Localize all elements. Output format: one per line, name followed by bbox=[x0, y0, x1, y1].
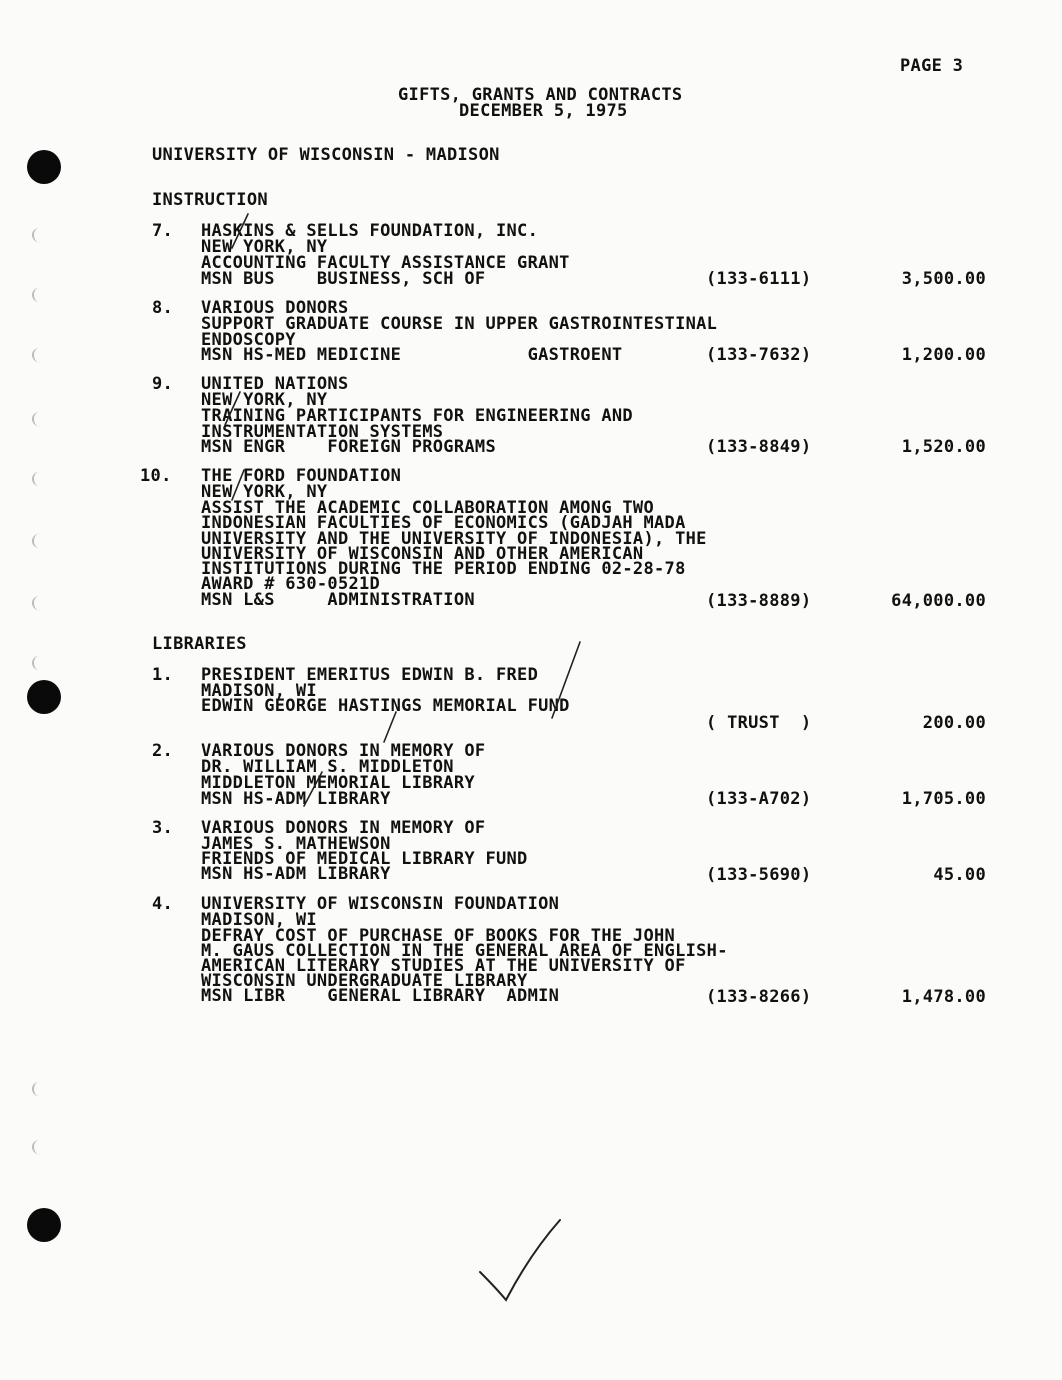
account-code: (133-5690) bbox=[706, 865, 812, 885]
entry-line: MIDDLETON MEMORIAL LIBRARY bbox=[201, 773, 475, 793]
account-code: (133-6111) bbox=[706, 269, 812, 289]
entry-line: MSN L&S ADMINISTRATION bbox=[201, 590, 475, 610]
entry-number: 8. bbox=[152, 298, 174, 318]
entry-line: VARIOUS DONORS bbox=[201, 298, 349, 318]
entry-line: HASKINS & SELLS FOUNDATION, INC. bbox=[201, 221, 539, 241]
amount: 45.00 bbox=[933, 865, 986, 885]
entry-number: 4. bbox=[152, 894, 174, 914]
entry-line: AWARD # 630-0521D bbox=[201, 574, 381, 594]
check-tick bbox=[225, 392, 240, 425]
amount: 64,000.00 bbox=[891, 591, 986, 611]
account-code: (133-8849) bbox=[706, 437, 812, 457]
amount: 1,705.00 bbox=[901, 789, 986, 809]
entry-line: PRESIDENT EMERITUS EDWIN B. FRED bbox=[201, 665, 539, 685]
entry-line: NEW YORK, NY bbox=[201, 482, 328, 502]
entry-line: INSTITUTIONS DURING THE PERIOD ENDING 02-28-78 bbox=[201, 559, 686, 579]
entry-line: DEFRAY COST OF PURCHASE OF BOOKS FOR THE JOHN bbox=[201, 926, 676, 946]
entry-number: 1. bbox=[152, 665, 174, 685]
account-code: (133-7632) bbox=[706, 345, 812, 365]
amount: 3,500.00 bbox=[901, 269, 986, 289]
check-tick bbox=[232, 470, 244, 500]
entry-line: ACCOUNTING FACULTY ASSISTANCE GRANT bbox=[201, 253, 570, 273]
entry-line: ASSIST THE ACADEMIC COLLABORATION AMONG TWO bbox=[201, 498, 654, 518]
entry-number: 2. bbox=[152, 741, 174, 761]
entry-line: MSN HS-ADM LIBRARY bbox=[201, 789, 391, 809]
entry-line: MSN HS-MED MEDICINE GASTROENT bbox=[201, 345, 623, 365]
entry-line: MSN BUS BUSINESS, SCH OF bbox=[201, 269, 486, 289]
entry-line: DR. WILLIAM S. MIDDLETON bbox=[201, 757, 454, 777]
amount: 1,478.00 bbox=[901, 987, 986, 1007]
page-number: PAGE 3 bbox=[900, 56, 964, 76]
amount: 1,520.00 bbox=[901, 437, 986, 457]
entry-line: ENDOSCOPY bbox=[201, 330, 296, 350]
entry-line: M. GAUS COLLECTION IN THE GENERAL AREA OF ENGLISH- bbox=[201, 941, 728, 961]
entry-line: MADISON, WI bbox=[201, 910, 317, 930]
check-tick bbox=[232, 214, 248, 248]
account-code: (133-8889) bbox=[706, 591, 812, 611]
entry-line: AMERICAN LITERARY STUDIES AT THE UNIVERSITY OF bbox=[201, 956, 686, 976]
check-tick bbox=[552, 642, 580, 718]
entry-line: JAMES S. MATHEWSON bbox=[201, 834, 391, 854]
entry-line: EDWIN GEORGE HASTINGS MEMORIAL FUND bbox=[201, 696, 570, 716]
document-date: DECEMBER 5, 1975 bbox=[459, 101, 628, 121]
entry-line: INSTRUMENTATION SYSTEMS bbox=[201, 422, 444, 442]
check-tick bbox=[384, 712, 396, 742]
entry-line: UNIVERSITY OF WISCONSIN FOUNDATION bbox=[201, 894, 560, 914]
entry-line: MSN LIBR GENERAL LIBRARY ADMIN bbox=[201, 986, 560, 1006]
entry-number: 7. bbox=[152, 221, 174, 241]
large-checkmark bbox=[480, 1220, 560, 1300]
entry-line: MSN HS-ADM LIBRARY bbox=[201, 864, 391, 884]
document-title: GIFTS, GRANTS AND CONTRACTS bbox=[398, 85, 683, 105]
entry-line: VARIOUS DONORS IN MEMORY OF bbox=[201, 741, 486, 761]
entry-line: NEW YORK, NY bbox=[201, 390, 328, 410]
entry-line: THE FORD FOUNDATION bbox=[201, 466, 402, 486]
section-heading-libraries: LIBRARIES bbox=[152, 634, 247, 654]
entry-line: MADISON, WI bbox=[201, 681, 317, 701]
entry-line: WISCONSIN UNDERGRADUATE LIBRARY bbox=[201, 971, 528, 991]
entry-number: 3. bbox=[152, 818, 174, 838]
entry-number: 10. bbox=[140, 466, 172, 486]
account-code: (133-8266) bbox=[706, 987, 812, 1007]
entry-line: SUPPORT GRADUATE COURSE IN UPPER GASTROINTESTINAL bbox=[201, 314, 718, 334]
entry-line: FRIENDS OF MEDICAL LIBRARY FUND bbox=[201, 849, 528, 869]
amount: 200.00 bbox=[922, 713, 986, 733]
entry-line: UNIVERSITY AND THE UNIVERSITY OF INDONESIA), THE bbox=[201, 529, 707, 549]
amount: 1,200.00 bbox=[901, 345, 986, 365]
check-tick bbox=[304, 772, 322, 806]
account-code: (133-A702) bbox=[706, 789, 812, 809]
entry-line: TRAINING PARTICIPANTS FOR ENGINEERING AND bbox=[201, 406, 633, 426]
account-code: ( TRUST ) bbox=[706, 713, 812, 733]
institution-name: UNIVERSITY OF WISCONSIN - MADISON bbox=[152, 145, 500, 165]
entry-line: UNITED NATIONS bbox=[201, 374, 349, 394]
entry-line: NEW YORK, NY bbox=[201, 237, 328, 257]
entry-line: VARIOUS DONORS IN MEMORY OF bbox=[201, 818, 486, 838]
entry-line: INDONESIAN FACULTIES OF ECONOMICS (GADJAH MADA bbox=[201, 513, 686, 533]
section-heading-instruction: INSTRUCTION bbox=[152, 190, 268, 210]
entry-line: UNIVERSITY OF WISCONSIN AND OTHER AMERICAN bbox=[201, 544, 644, 564]
entry-number: 9. bbox=[152, 374, 174, 394]
entry-line: MSN ENGR FOREIGN PROGRAMS bbox=[201, 437, 496, 457]
